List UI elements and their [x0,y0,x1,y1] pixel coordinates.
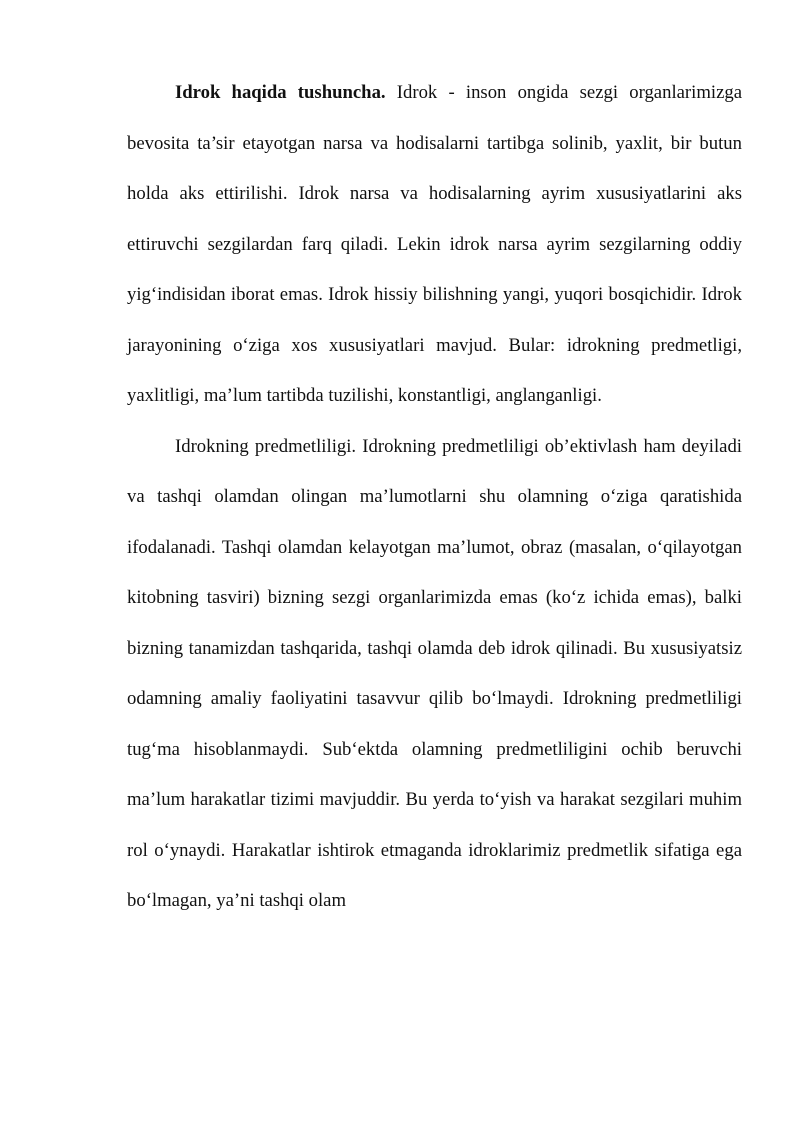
paragraph-predmetliligi [127,422,742,927]
document-body [127,68,742,927]
paragraph-idrok-haqida [127,68,742,422]
paragraph-heading: Idrok haqida tushuncha. [175,82,386,103]
paragraph-text: Idrokning predmetliligi. Idrokning predmetliligi ob’ektivlash ham deyiladi va tashqi olamdan olingan ma’lumotlarni shu olamning o‘ziga qaratishida ifodalanadi. Tashqi olamdan kelayotgan ma’lumot, obraz (masalan, o‘qilayotgan kitobning tasviri) bizning sezgi organlarimizda emas (ko‘z ichida emas), balki bizning tanamizdan tashqarida, tashqi olamda deb idrok qilinadi. Bu xususiyatsiz odamning amaliy faoliyatini tasavvur qilib bo‘lmaydi. Idrokning predmetliligi tug‘ma hisoblanmaydi. Sub‘ektda olamning predmetliligini ochib beruvchi ma’lum harakatlar tizimi mavjuddir. Bu yerda to‘yish va harakat sezgilari muhim rol o‘ynaydi. Harakatlar ishtirok etmaganda idroklarimiz predmetlik sifatiga ega bo‘lmagan, ya’ni tashqi olam [127,435,742,911]
paragraph-text: Idrok - inson ongida sezgi organlarimizga bevosita ta’sir etayotgan narsa va hodisalarni tartibga solinib, yaxlit, bir butun holda aks ettirilishi. Idrok narsa va hodisalarning ayrim xususiyatlarini aks ettiruvchi sezgilardan farq qiladi. Lekin idrok narsa ayrim sezgilarning oddiy yig‘indisidan iborat emas. Idrok hissiy bilishning yangi, yuqori bosqichidir. Idrok jarayonining o‘ziga xos xususiyatlari mavjud. Bular: idrokning predmetligi, yaxlitligi, ma’lum tartibda tuzilishi, konstantligi, anglanganligi. [127,82,743,406]
